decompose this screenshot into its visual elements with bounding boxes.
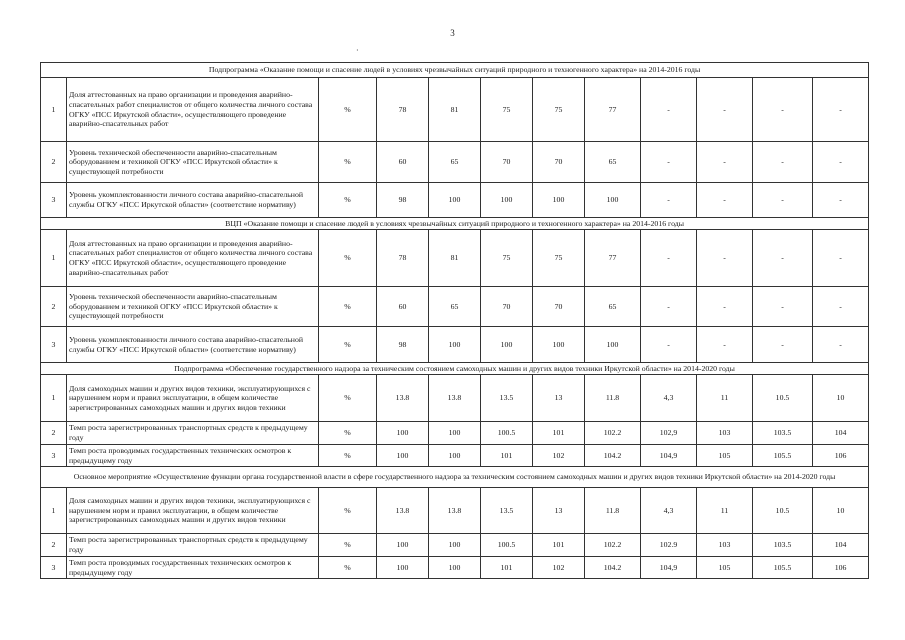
value-cell: 104 (813, 534, 869, 557)
value-cell: - (641, 142, 697, 183)
value-cell: 103.5 (753, 534, 813, 557)
value-cell: 65 (585, 142, 641, 183)
page-number: 3 (450, 28, 455, 38)
value-cell: 102.9 (641, 534, 697, 557)
table-row (41, 422, 869, 445)
value-cell: 10.5 (753, 488, 813, 534)
unit-cell: % (319, 287, 377, 327)
row-number: 1 (41, 230, 67, 287)
value-cell: 65 (429, 142, 481, 183)
value-cell: 13.8 (429, 375, 481, 422)
value-cell: - (753, 327, 813, 363)
value-cell: 70 (481, 287, 533, 327)
value-cell: - (813, 142, 869, 183)
value-cell: 98 (377, 183, 429, 218)
unit-cell: % (319, 445, 377, 467)
unit-cell: % (319, 422, 377, 445)
indicator-description: Уровень технической обеспеченности аварийно-спасательным оборудованием и техникой ОГКУ «ПСС Иркутской области» к существующей потребности (67, 142, 319, 183)
value-cell: - (697, 142, 753, 183)
value-cell: 13.8 (429, 488, 481, 534)
value-cell: 65 (585, 287, 641, 327)
value-cell: 10 (813, 375, 869, 422)
value-cell: - (813, 287, 869, 327)
value-cell: 11.8 (585, 375, 641, 422)
row-number: 3 (41, 557, 67, 579)
section-header-row (41, 363, 869, 375)
table-row (41, 445, 869, 467)
indicator-description: Доля самоходных машин и других видов техники, эксплуатирующихся с нарушением норм и правил эксплуатации, в общем количестве зарегистрированных самоходных машин и других видов техники (67, 375, 319, 422)
indicator-description: Темп роста зарегистрированных транспортных средств к предыдущему году (67, 534, 319, 557)
value-cell: 103.5 (753, 422, 813, 445)
value-cell: - (813, 78, 869, 142)
value-cell: - (813, 230, 869, 287)
value-cell: 103 (697, 534, 753, 557)
value-cell: 11.8 (585, 488, 641, 534)
section-title: ВЦП «Оказание помощи и спасение людей в условиях чрезвычайных ситуаций природного и техногенного характера» на 2014-2016 годы (41, 218, 869, 230)
value-cell: 13.5 (481, 375, 533, 422)
value-cell: - (753, 78, 813, 142)
indicator-description: Темп роста зарегистрированных транспортных средств к предыдущему году (67, 422, 319, 445)
section-header-row (41, 218, 869, 230)
unit-cell: % (319, 327, 377, 363)
value-cell: 10.5 (753, 375, 813, 422)
row-number: 2 (41, 142, 67, 183)
value-cell: 105.5 (753, 557, 813, 579)
value-cell: - (641, 327, 697, 363)
row-number: 2 (41, 534, 67, 557)
value-cell: 100 (481, 183, 533, 218)
value-cell: 100 (533, 327, 585, 363)
value-cell: 13.5 (481, 488, 533, 534)
value-cell: 70 (533, 287, 585, 327)
value-cell: - (753, 183, 813, 218)
row-number: 2 (41, 422, 67, 445)
row-number: 3 (41, 183, 67, 218)
value-cell: 102,9 (641, 422, 697, 445)
table-row (41, 142, 869, 183)
row-number: 1 (41, 375, 67, 422)
value-cell: 100 (481, 327, 533, 363)
indicator-description: Доля самоходных машин и других видов техники, эксплуатирующихся с нарушением норм и правил эксплуатации, в общем количестве зарегистрированных самоходных машин и других видов техники (67, 488, 319, 534)
unit-cell: % (319, 557, 377, 579)
value-cell: 81 (429, 78, 481, 142)
value-cell: 100.5 (481, 422, 533, 445)
value-cell: - (813, 183, 869, 218)
table-row (41, 534, 869, 557)
value-cell: 13 (533, 488, 585, 534)
value-cell: - (753, 287, 813, 327)
value-cell: 13.8 (377, 375, 429, 422)
value-cell: 102.2 (585, 534, 641, 557)
value-cell: 70 (481, 142, 533, 183)
value-cell: 102 (533, 445, 585, 467)
value-cell: 60 (377, 142, 429, 183)
value-cell: 100 (377, 557, 429, 579)
value-cell: 101 (481, 557, 533, 579)
value-cell: 60 (377, 287, 429, 327)
value-cell: 77 (585, 78, 641, 142)
value-cell: - (697, 287, 753, 327)
indicator-description: Уровень технической обеспеченности аварийно-спасательным оборудованием и техникой ОГКУ «ПСС Иркутской области» к существующей потребности (67, 287, 319, 327)
table-row (41, 183, 869, 218)
value-cell: 13 (533, 375, 585, 422)
value-cell: 102 (533, 557, 585, 579)
indicator-description: Уровень укомплектованности личного состава аварийно-спасательной службы ОГКУ «ПСС Иркутской области» (соответствие нормативу) (67, 327, 319, 363)
section-title: Основное мероприятие «Осуществление функции органа государственной власти в сфере государственного надзора за техническим состоянием самоходных машин и других видов техники Иркутской области» на 2014-2020 годы (41, 467, 869, 488)
value-cell: 100.5 (481, 534, 533, 557)
indicator-description: Темп роста проводимых государственных технических осмотров к предыдущему году (67, 445, 319, 467)
unit-cell: % (319, 230, 377, 287)
value-cell: 78 (377, 78, 429, 142)
value-cell: 106 (813, 445, 869, 467)
value-cell: 100 (429, 445, 481, 467)
value-cell: 81 (429, 230, 481, 287)
value-cell: 100 (429, 422, 481, 445)
value-cell: 106 (813, 557, 869, 579)
indicator-description: Доля аттестованных на право организации и проведения аварийно-спасательных работ специалистов от общего количества личного состава ОГКУ «ПСС Иркутской области», осуществляющего проведение аварийно-спасательных работ (67, 230, 319, 287)
unit-cell: % (319, 183, 377, 218)
value-cell: 101 (533, 422, 585, 445)
value-cell: 104.2 (585, 557, 641, 579)
section-title: Подпрограмма «Оказание помощи и спасение людей в условиях чрезвычайных ситуаций природного и техногенного характера» на 2014-2016 годы (41, 63, 869, 78)
value-cell: 105.5 (753, 445, 813, 467)
unit-cell: % (319, 534, 377, 557)
unit-cell: % (319, 78, 377, 142)
table-row (41, 287, 869, 327)
indicators-table (40, 62, 869, 579)
value-cell: 100 (533, 183, 585, 218)
value-cell: 75 (533, 78, 585, 142)
row-number: 1 (41, 78, 67, 142)
value-cell: - (697, 183, 753, 218)
value-cell: 101 (533, 534, 585, 557)
section-header-row (41, 467, 869, 488)
value-cell: 98 (377, 327, 429, 363)
row-number: 3 (41, 327, 67, 363)
value-cell: - (753, 230, 813, 287)
table-row (41, 327, 869, 363)
value-cell: 102.2 (585, 422, 641, 445)
value-cell: - (641, 78, 697, 142)
unit-cell: % (319, 488, 377, 534)
value-cell: 100 (585, 183, 641, 218)
table-row (41, 230, 869, 287)
value-cell: 65 (429, 287, 481, 327)
value-cell: 100 (377, 445, 429, 467)
row-number: 3 (41, 445, 67, 467)
row-number: 2 (41, 287, 67, 327)
value-cell: 75 (533, 230, 585, 287)
table-row (41, 375, 869, 422)
value-cell: - (697, 78, 753, 142)
table-row (41, 488, 869, 534)
section-title: Подпрограмма «Обеспечение государственного надзора за техническим состоянием самоходных машин и других видов техники Иркутской области» на 2014-2020 годы (41, 363, 869, 375)
table-row (41, 557, 869, 579)
indicator-description: Темп роста проводимых государственных технических осмотров к предыдущему году (67, 557, 319, 579)
unit-cell: % (319, 142, 377, 183)
section-header-row (41, 63, 869, 78)
value-cell: 4,3 (641, 375, 697, 422)
value-cell: 103 (697, 422, 753, 445)
value-cell: 104,9 (641, 557, 697, 579)
value-cell: 100 (429, 183, 481, 218)
value-cell: 100 (585, 327, 641, 363)
value-cell: 70 (533, 142, 585, 183)
value-cell: - (641, 287, 697, 327)
value-cell: 77 (585, 230, 641, 287)
value-cell: 100 (429, 557, 481, 579)
unit-cell: % (319, 375, 377, 422)
value-cell: 4,3 (641, 488, 697, 534)
value-cell: 100 (377, 422, 429, 445)
value-cell: - (641, 230, 697, 287)
value-cell: 104.2 (585, 445, 641, 467)
value-cell: 101 (481, 445, 533, 467)
value-cell: - (697, 230, 753, 287)
value-cell: 13.8 (377, 488, 429, 534)
value-cell: - (697, 327, 753, 363)
value-cell: 11 (697, 375, 753, 422)
value-cell: 100 (377, 534, 429, 557)
value-cell: 75 (481, 78, 533, 142)
scan-dot: · (356, 46, 359, 55)
value-cell: - (641, 183, 697, 218)
value-cell: 11 (697, 488, 753, 534)
value-cell: 105 (697, 557, 753, 579)
indicator-description: Уровень укомплектованности личного состава аварийно-спасательной службы ОГКУ «ПСС Иркутской области» (соответствие нормативу) (67, 183, 319, 218)
value-cell: 104,9 (641, 445, 697, 467)
value-cell: 105 (697, 445, 753, 467)
indicator-description: Доля аттестованных на право организации и проведения аварийно-спасательных работ специалистов от общего количества личного состава ОГКУ «ПСС Иркутской области», осуществляющего проведение аварийно-спасательных работ (67, 78, 319, 142)
value-cell: 104 (813, 422, 869, 445)
value-cell: 10 (813, 488, 869, 534)
table-row (41, 78, 869, 142)
row-number: 1 (41, 488, 67, 534)
value-cell: 75 (481, 230, 533, 287)
value-cell: - (813, 327, 869, 363)
value-cell: - (753, 142, 813, 183)
value-cell: 100 (429, 534, 481, 557)
value-cell: 78 (377, 230, 429, 287)
value-cell: 100 (429, 327, 481, 363)
